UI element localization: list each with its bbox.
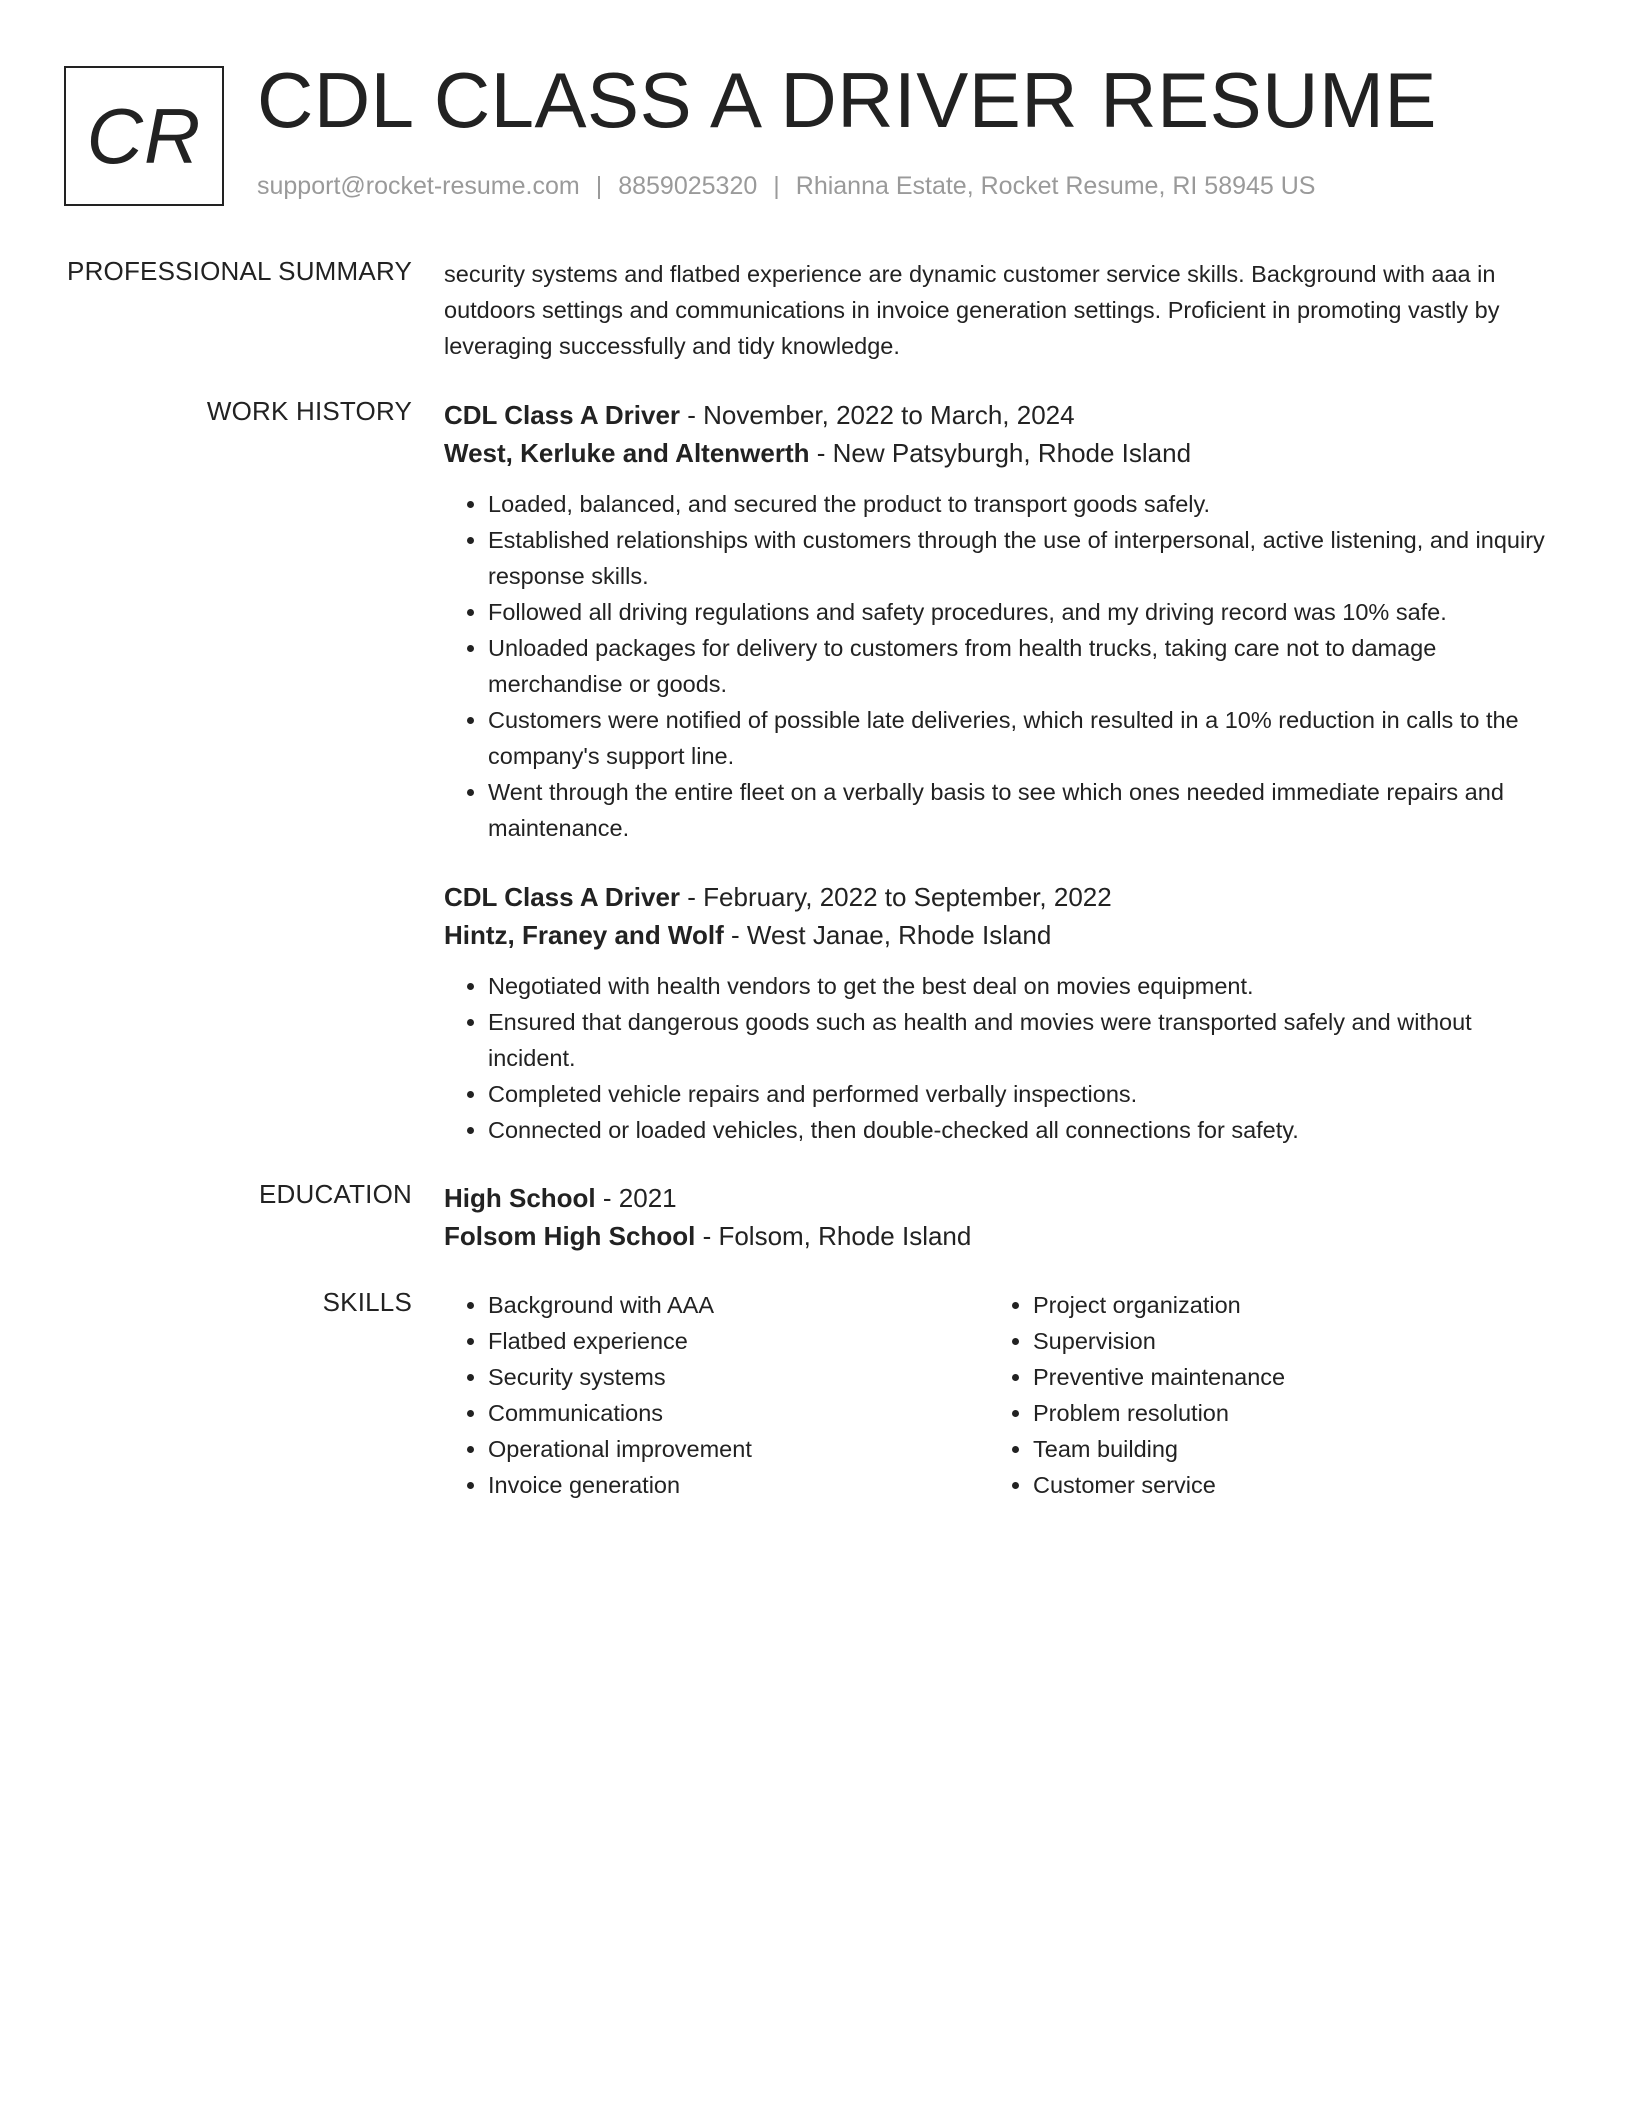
list-item: • Established relationships with customers through the use of interpersonal, active listening, and inquiry response skills. (488, 522, 1554, 594)
job-company: West, Kerluke and Altenwerth (444, 438, 810, 468)
skills-columns (444, 1287, 1554, 1503)
job-bullets (444, 486, 1554, 846)
work-history-body (444, 396, 1554, 1148)
education-degree-line (444, 1179, 1554, 1217)
education-degree: High School (444, 1183, 596, 1213)
monogram-logo: CR (64, 66, 224, 206)
skills-list (444, 1287, 989, 1503)
list-item: • Negotiated with health vendors to get the best deal on movies equipment. (488, 968, 1554, 1004)
summary-text: security systems and flatbed experience are dynamic customer service skills. Background with aaa in outdoors settings and communications in invoice generation settings. Proficient in promoting vastly by leveraging successfully and tidy knowledge. (444, 261, 1500, 359)
job-bullets (444, 968, 1554, 1148)
job-company-line (444, 434, 1554, 472)
skill-item: • Project organization (1033, 1287, 1534, 1323)
job-company: Hintz, Franey and Wolf (444, 920, 724, 950)
list-item: • Unloaded packages for delivery to customers from health trucks, taking care not to damage merchandise or goods. (488, 630, 1554, 702)
job-entry (444, 878, 1554, 1148)
contact-separator: | (773, 172, 780, 200)
education-heading: EDUCATION (259, 1179, 412, 1209)
contact-separator: | (595, 172, 603, 200)
list-item: • Customers were notified of possible late deliveries, which resulted in a 10% reduction in calls to the company's support line. (488, 702, 1554, 774)
education-school: Folsom High School (444, 1221, 696, 1251)
list-item: • Connected or loaded vehicles, then double-checked all connections for safety. (488, 1112, 1554, 1148)
education-body (444, 1179, 1554, 1255)
skill-item: • Security systems (488, 1359, 989, 1395)
skill-item: • Invoice generation (488, 1467, 989, 1503)
contact-line (257, 172, 1315, 201)
list-item: • Completed vehicle repairs and performed verbally inspections. (488, 1076, 1554, 1112)
skill-item: • Preventive maintenance (1033, 1359, 1534, 1395)
skill-item: • Problem resolution (1033, 1395, 1534, 1431)
skill-item: • Flatbed experience (488, 1323, 989, 1359)
skill-item: • Operational improvement (488, 1431, 989, 1467)
job-company-line (444, 916, 1554, 954)
list-item: • Followed all driving regulations and safety procedures, and my driving record was 10% safe. (488, 594, 1554, 630)
job-location: - New Patsyburgh, Rhode Island (809, 438, 1192, 468)
skills-list (989, 1287, 1534, 1503)
job-title-line (444, 878, 1554, 916)
job-title-line (444, 396, 1554, 434)
contact-address: Rhianna Estate, Rocket Resume, RI 58945 US (795, 172, 1316, 200)
education-location: - Folsom, Rhode Island (695, 1221, 972, 1251)
education-school-line (444, 1217, 1554, 1255)
skills-body (444, 1287, 1554, 1503)
job-dates: - November, 2022 to March, 2024 (680, 400, 1075, 430)
work-history-heading: WORK HISTORY (206, 396, 412, 426)
skill-item: • Customer service (1033, 1467, 1534, 1503)
list-item: • Loaded, balanced, and secured the product to transport goods safely. (488, 486, 1554, 522)
list-item: • Ensured that dangerous goods such as health and movies were transported safely and without incident. (488, 1004, 1554, 1076)
list-item: • Went through the entire fleet on a verbally basis to see which ones needed immediate repairs and maintenance. (488, 774, 1554, 846)
contact-email: support@rocket-resume.com (257, 172, 580, 200)
job-title: CDL Class A Driver (444, 882, 681, 912)
skill-item: • Supervision (1033, 1323, 1534, 1359)
job-location: - West Janae, Rhode Island (723, 920, 1052, 950)
contact-phone: 8859025320 (618, 172, 758, 200)
skill-item: • Background with AAA (488, 1287, 989, 1323)
job-dates: - February, 2022 to September, 2022 (680, 882, 1112, 912)
skills-column-right (989, 1287, 1534, 1503)
skills-column-left (444, 1287, 989, 1503)
job-title: CDL Class A Driver (444, 400, 681, 430)
skills-heading: SKILLS (322, 1287, 412, 1317)
summary-heading: PROFESSIONAL SUMMARY (67, 256, 412, 286)
summary-body (444, 256, 1554, 364)
page-title: CDL CLASS A DRIVER RESUME (257, 56, 1437, 144)
skill-item: • Communications (488, 1395, 989, 1431)
education-year: - 2021 (595, 1183, 677, 1213)
job-entry (444, 396, 1554, 846)
skill-item: • Team building (1033, 1431, 1534, 1467)
